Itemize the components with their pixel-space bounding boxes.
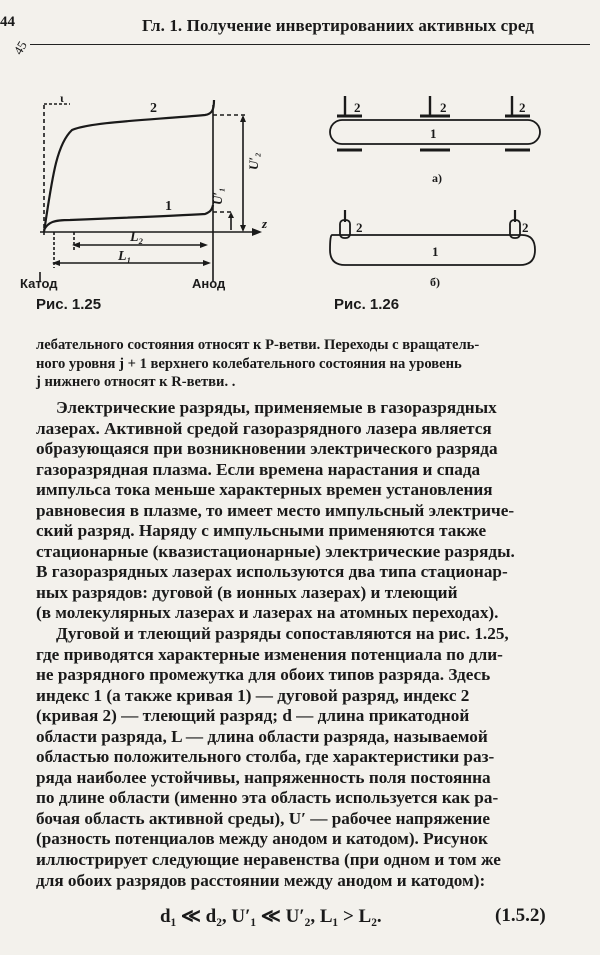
fig125-l2-label: L₂ — [130, 230, 144, 245]
curve-1 — [44, 205, 213, 230]
body-line: области разряда, L — длина области разряда, называемой — [36, 726, 488, 746]
fig125-caption: Рис. 1.25 — [36, 296, 102, 313]
fig126a-electrode-label-2: 2 — [440, 100, 447, 115]
fig125-curve2-label: 2 — [150, 101, 157, 116]
body-line: (в молекулярных лазерах и лазерах на атомных переходах). — [36, 603, 499, 623]
fig126b-electrode-label-2: 2 — [522, 220, 529, 235]
formula: d₁ ≪ d₂, U′₁ ≪ U′₂, L₁ > L₂. — [160, 906, 382, 927]
curve-2 — [44, 100, 214, 232]
figures-svg — [0, 60, 600, 330]
fig126a-electrode-label-1: 2 — [354, 100, 361, 115]
small-paragraph — [36, 336, 576, 392]
small-line: j нижнего относят к R-ветви. . — [36, 374, 236, 390]
page-number: 44 — [0, 14, 15, 30]
body-text — [36, 398, 584, 891]
fig126a-tube-label: 1 — [430, 126, 437, 141]
body-line: для обоих разрядов расстоянии между анодом и катодом): — [36, 870, 486, 890]
body-line: Дуговой и тлеющий разряды сопоставляются на рис. 1.25, — [56, 624, 509, 644]
fig125-curve1-label: 1 — [165, 199, 172, 214]
body-line: стационарные (квазистационарные) электрические разряды. — [36, 541, 515, 561]
fig125-z-label: z — [262, 216, 268, 231]
fig126-sub-b: б) — [430, 275, 440, 289]
body-line: импульса тока меньше характерных времен установления — [36, 480, 493, 500]
fig126b-tube-label: 1 — [432, 244, 439, 259]
figure-1-25 — [40, 100, 262, 282]
equation-number: (1.5.2) — [495, 905, 546, 926]
fig125-l1-label: L₁ — [118, 249, 132, 264]
body-line: (кривая 2) — тлеющий разряд; d — длина прикатодной — [36, 706, 470, 726]
figure-1-26a — [330, 96, 540, 150]
fig125-u2-label: U′₂ — [246, 152, 261, 170]
body-line: ский разряд. Наряду с импульсными применяются также — [36, 521, 487, 541]
body-line: В газоразрядных лазерах используются два типа стационар- — [36, 562, 508, 582]
small-line: ного уровня j + 1 верхнего колебательного состояния на уровень — [36, 355, 462, 372]
body-line: равновесия в плазме, то имеет место импульсный электриче- — [36, 500, 515, 520]
fig125-t-label: ι — [60, 91, 64, 105]
body-line: (разность потенциалов между анодом и катодом). Рисунок — [36, 829, 488, 849]
fig125-u1-label: U′₁ — [210, 187, 225, 205]
body-line: образующаяся при возникновении электрического разряда — [36, 439, 498, 459]
body-line: Электрические разряды, применяемые в газоразрядных — [56, 398, 497, 417]
body-line: лазерах. Активной средой газоразрядного лазера является — [36, 418, 492, 438]
body-line: газоразрядная плазма. Если времена нарастания и спада — [36, 459, 481, 479]
fig125-anode-label: Анод — [192, 276, 226, 291]
small-line: лебательного состояния относят к P-ветви. Переходы с вращатель- — [36, 337, 480, 353]
running-header: Гл. 1. Получение инвертированиих активных сред — [142, 16, 534, 35]
fig126-sub-a: а) — [432, 171, 442, 185]
fig126a-electrode-label-3: 2 — [519, 100, 526, 115]
body-line: индекс 1 (а также кривая 1) — дуговой разряд, индекс 2 — [36, 685, 470, 705]
body-line: ряда наиболее устойчивы, напряженность поля постоянна — [36, 767, 491, 787]
figures-area — [0, 60, 600, 330]
body-line: не разрядного промежутка для обоих типов разряда. Здесь — [36, 665, 491, 685]
z-axis-arrow — [252, 228, 262, 236]
header-rule — [30, 44, 590, 45]
body-line: по длине области (именно эта область используется как ра- — [36, 788, 499, 808]
body-line: ных разрядов: дуговой (в ионных лазерах) и тлеющий — [36, 582, 458, 602]
body-line: областью положительного столба, где характеристики раз- — [36, 747, 495, 767]
fig126b-electrode-label-1: 2 — [356, 220, 363, 235]
fig126-caption: Рис. 1.26 — [334, 296, 400, 313]
body-line: где приводятся характерные изменения потенциала по дли- — [36, 644, 503, 664]
fig125-cathode-label: Катод — [20, 276, 58, 291]
page-scribble: 45 — [10, 38, 30, 58]
body-line: бочая область активной среды), U′ — рабочее напряжение — [36, 808, 490, 828]
body-line: иллюстрирует следующие неравенства (при одном и том же — [36, 850, 501, 870]
